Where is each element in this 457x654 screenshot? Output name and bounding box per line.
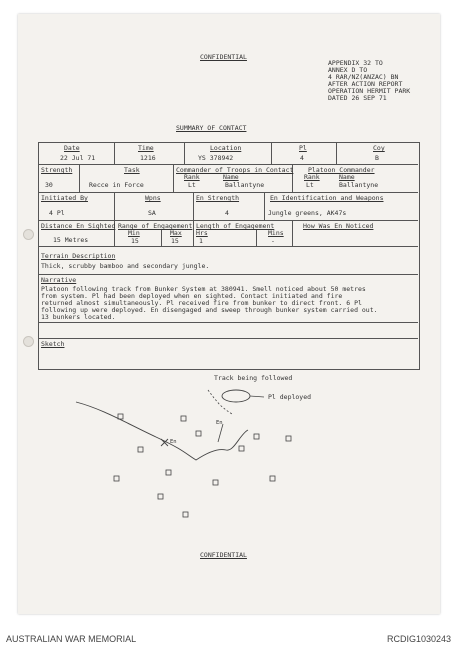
bunker-marker <box>183 512 188 517</box>
sketch-label: Sketch <box>41 340 65 348</box>
strength-value: 30 <box>45 181 53 189</box>
range-min-label: Min <box>128 229 140 237</box>
time-value: 1216 <box>140 154 156 162</box>
wpns-label: Wpns <box>145 194 161 202</box>
narrative-label: Narrative <box>41 276 77 284</box>
bunker-marker <box>114 476 119 481</box>
wpns-value: SA <box>148 209 156 217</box>
en-label: En <box>170 439 177 445</box>
commander-rank-label: Rank <box>184 173 200 181</box>
time-label: Time <box>138 144 154 152</box>
platoon-position <box>222 390 250 402</box>
length-hrs: 1 <box>199 237 203 245</box>
task-label: Task <box>124 166 140 174</box>
annex-line: DATED 26 SEP 71 <box>328 94 387 102</box>
location-value: YS 378942 <box>198 154 234 162</box>
commander-rank: Lt <box>188 181 196 189</box>
narrative-line: from system. Pl had been deployed when en sighted. Contact initiated and fire <box>41 292 343 300</box>
annex-line: APPENDIX 32 TO <box>328 59 383 67</box>
narrative-line: 13 bunkers located. <box>41 313 116 321</box>
range-label: Range of Engagement <box>118 222 193 230</box>
commander-name: Ballantyne <box>225 181 265 189</box>
platoon-commander-rank-label: Rank <box>304 173 320 181</box>
coy-value: B <box>375 154 379 162</box>
platoon-commander-name-label: Name <box>339 173 355 181</box>
range-max-label: Max <box>170 229 182 237</box>
distance-value: 15 Metres <box>53 236 89 244</box>
distance-label: Distance En Sighted <box>41 222 116 230</box>
pl-label: Pl <box>299 144 307 152</box>
platoon-commander-label: Platoon Commander <box>308 166 375 174</box>
how-noticed-label: How Was En Noticed <box>303 222 374 230</box>
bunker-marker <box>196 431 201 436</box>
terrain-value: Thick, scrubby bamboo and secondary jungle. <box>41 262 210 270</box>
commander-label: Commander of Troops in Contact <box>176 166 294 174</box>
en-strength-label: En Strength <box>196 194 240 202</box>
footer-source: AUSTRALIAN WAR MEMORIAL <box>6 634 137 644</box>
pl-value: 4 <box>300 154 304 162</box>
annex-line: ANNEX D TO <box>328 66 368 74</box>
length-mins: - <box>271 237 275 245</box>
task-value: Recce in Force <box>89 181 144 189</box>
pl-deployed-label: Pl deployed <box>268 393 312 401</box>
initiated-by-label: Initiated By <box>41 194 88 202</box>
coy-label: Coy <box>373 144 385 152</box>
length-label: Length of Engagement <box>196 222 275 230</box>
narrative-line: following up were deployed. En disengaged and sweep through bunker system carried out. <box>41 306 378 314</box>
document-title: SUMMARY OF CONTACT <box>176 124 247 132</box>
range-max: 15 <box>171 237 179 245</box>
track-label: Track being followed <box>214 374 293 382</box>
narrative-line: Platoon following track from Bunker System at 380941. Smell noticed about 50 metres <box>41 285 366 293</box>
footer-ref: RCDIG1030243 <box>386 634 451 644</box>
bunker-marker <box>270 476 275 481</box>
terrain-label: Terrain Description <box>41 252 116 260</box>
en-label: En <box>216 420 223 426</box>
annex-line: OPERATION HERMIT PARK <box>328 87 411 95</box>
bunker-marker <box>166 470 171 475</box>
annex-line: 4 RAR/NZ(ANZAC) BN <box>328 73 399 81</box>
classification-top: CONFIDENTIAL <box>200 53 247 61</box>
bunker-marker <box>118 414 123 419</box>
bunker-marker <box>286 436 291 441</box>
bunker-marker <box>254 434 259 439</box>
bunker-marker <box>181 416 186 421</box>
annex-line: AFTER ACTION REPORT <box>328 80 403 88</box>
bunker-marker <box>158 494 163 499</box>
en-identification-value: Jungle greens, AK47s <box>268 209 347 217</box>
strength-label: Strength <box>41 166 73 174</box>
length-hrs-label: Hrs <box>196 229 208 237</box>
range-min: 15 <box>131 237 139 245</box>
bunker-marker <box>138 447 143 452</box>
classification-bottom: CONFIDENTIAL <box>200 551 247 559</box>
commander-name-label: Name <box>223 173 239 181</box>
initiated-by-value: 4 Pl <box>49 209 65 217</box>
date-value: 22 Jul 71 <box>60 154 96 162</box>
bunker-marker <box>239 446 244 451</box>
document-page <box>18 14 440 614</box>
length-mins-label: Mins <box>268 229 284 237</box>
bunker-marker <box>213 480 218 485</box>
location-label: Location <box>210 144 242 152</box>
platoon-commander-name: Ballantyne <box>339 181 379 189</box>
en-identification-label: En Identification and Weapons <box>270 194 384 202</box>
en-strength-value: 4 <box>225 209 229 217</box>
contact-sketch <box>18 14 440 614</box>
narrative-line: returned almost simultaneously. Pl received fire from bunker to direct front. 6 Pl <box>41 299 362 307</box>
platoon-commander-rank: Lt <box>306 181 314 189</box>
date-label: Date <box>64 144 80 152</box>
